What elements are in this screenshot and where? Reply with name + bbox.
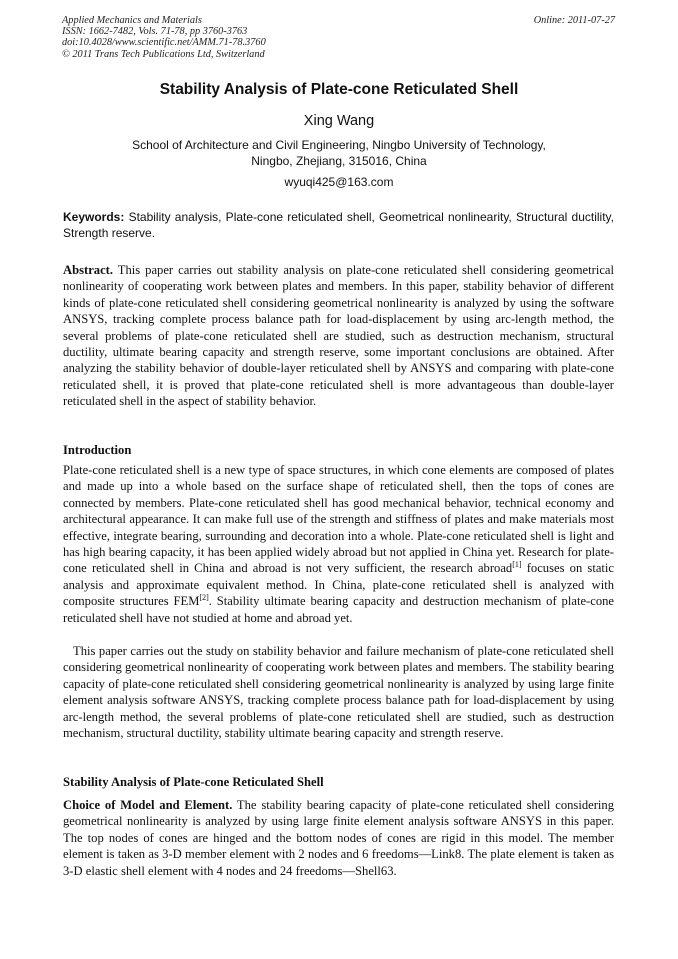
author-affiliation [0, 137, 678, 169]
abstract-text: This paper carries out stability analysis on plate-cone reticulated shell considering geometrical nonlinearity of cooperating work between plates and members. In this paper, stability behavior of different kinds of plate-cone reticulated shell considering geometrical nonlinearity is analyzed by using the software ANSYS, tracking complete process balance path for load-displacement by using arc-length method, the several problems of plate-cone reticulated shell are studied, such as destruction mechanism, structural ductility, ultimate bearing capacity and strength reserve, some important conclusions are obtained. After analyzing the stability behavior of double-layer reticulated shell by ANSYS and comparing with plate-cone reticulated shell, it is proved that plate-cone reticulated shell is more advantageous than double-layer reticulated shell in the aspect of stability behavior. [63, 263, 614, 409]
journal-issn: ISSN: 1662-7482, Vols. 71-78, pp 3760-3763 [62, 26, 248, 38]
keywords-label: Keywords: [63, 210, 125, 224]
citation-ref-2: [2] [199, 593, 209, 603]
model-element-paragraph [63, 797, 614, 879]
model-element-text: The stability bearing capacity of plate-cone reticulated shell considering geometrical nonlinearity is analyzed by using large finite element analysis software ANSYS in this paper. The top nodes of cones are hinged and the bottom nodes of cones are rigid in this model. The member element is taken as 3-D member element with 2 nodes and 6 freedoms—Link8. The plate element is taken as 3-D elastic shell element with 4 nodes and 24 freedoms—Shell63. [63, 798, 614, 878]
abstract-label: Abstract. [63, 263, 114, 277]
model-element-label: Choice of Model and Element. [63, 798, 233, 812]
author-name: Xing Wang [303, 113, 375, 129]
abstract-paragraph [63, 262, 614, 410]
journal-name: Applied Mechanics and Materials [62, 15, 202, 26]
paper-title: Stability Analysis of Plate-cone Reticulated Shell [159, 81, 519, 98]
intro-text-b: focuses on static analysis and approximate equivalent method. In China, plate-cone reticulated shell is analyzed with composite structures FEM [63, 561, 615, 609]
journal-header [62, 15, 266, 60]
journal-doi: doi:10.4028/www.scientific.net/AMM.71-78.3760 [62, 37, 266, 49]
stability-section-heading: Stability Analysis of Plate-cone Reticulated Shell [63, 775, 324, 789]
introduction-heading: Introduction [63, 443, 132, 457]
author-email: wyuqi425@163.com [284, 175, 394, 189]
journal-copyright: © 2011 Trans Tech Publications Ltd, Switzerland [62, 48, 265, 60]
keywords-text: Stability analysis, Plate-cone reticulated shell, Geometrical nonlinearity, Structural ductility, Strength reserve. [63, 210, 614, 240]
citation-ref-1: [1] [512, 560, 522, 570]
intro-text-c: . Stability ultimate bearing capacity and destruction mechanism of plate-cone reticulated shell have not studied at home and abroad yet. [63, 594, 614, 625]
intro-text-a: Plate-cone reticulated shell is a new type of space structures, in which cone elements are composed of plates and made up into a whole based on the surface shape of reticulated shell, then the tops of cones are connected by members. Plate-cone reticulated shell has good mechanical behavior, technical economy and architectural appearance. It can make full use of the strength and stiffness of plates and make materials most effective, integrate bearing, surrounding and decoration into a whole. Plate-cone reticulated shell is light and has high bearing capacity, it has been applied widely abroad but not applied in China yet. Research for plate-cone reticulated shell in China and abroad is not very sufficient, the research abroad [63, 463, 614, 576]
online-date: Online: 2011-07-27 [533, 15, 615, 26]
affiliation-line-2: Ningbo, Zhejiang, 315016, China [251, 154, 427, 168]
introduction-paragraph-1 [63, 462, 614, 626]
affiliation-line-1: School of Architecture and Civil Engineering, Ningbo University of Technology, [132, 138, 546, 152]
keywords-paragraph [63, 209, 614, 241]
introduction-paragraph-2: This paper carries out the study on stability behavior and failure mechanism of plate-cone reticulated shell considering geometrical nonlinearity of cooperating work between plates and members. The stability bearing capacity of plate-cone reticulated shell considering geometrical nonlinearity is analyzed by using large finite element analysis software ANSYS, tracking complete process balance path for load-displacement by using arc-length method, the several problems of plate-cone reticulated shell are studied, such as destruction mechanism, structural ductility, stability ultimate bearing capacity and strength reserve. [63, 644, 614, 741]
